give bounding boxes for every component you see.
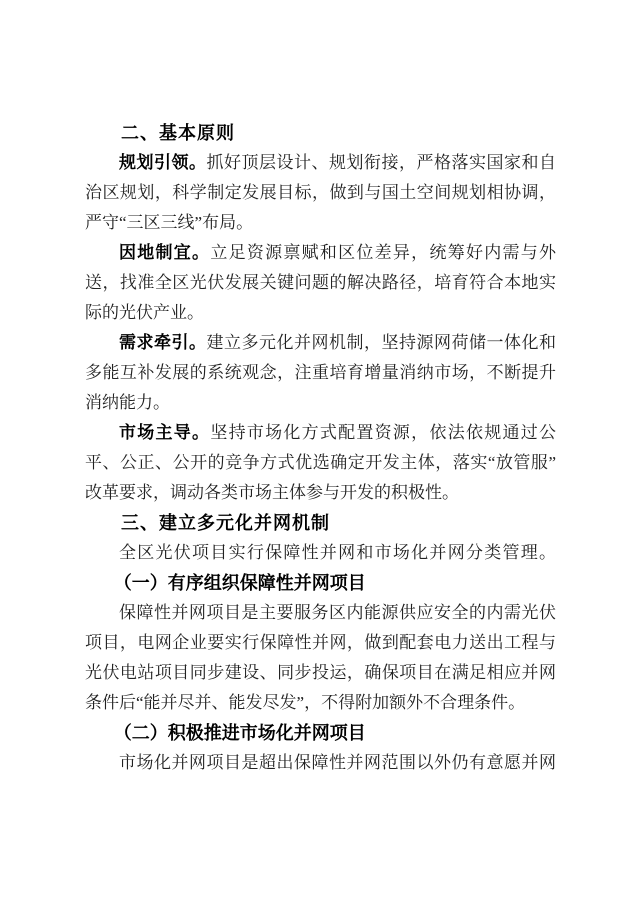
paragraph-lead: 规划引领。 [119,153,207,172]
paragraph-lead: 因地制宜。 [119,243,211,262]
paragraph [85,418,556,508]
paragraph-text: 市场化并网项目是超出保障性并网范围以外仍有意愿并网 [119,753,556,772]
sub-heading: （二）积极推进市场化并网项目 [113,723,366,743]
document-body [85,118,556,778]
sub-heading: （一）有序组织保障性并网项目 [113,573,366,593]
paragraph-text: 坚持市场化方式配置资源，依法依规通过公平、公正、公开的竞争方式优选确定开发主体，落实“放管服”改革要求，调动各类市场主体参与开发的积极性。 [85,423,557,502]
paragraph-text: 立足资源禀赋和区位差异，统筹好内需与外送，找准全区光伏发展关键问题的解决路径，培育符合本地实际的光伏产业。 [85,243,557,322]
paragraph [85,538,556,568]
section-heading: 二、基本原则 [121,123,235,143]
paragraph [85,598,556,718]
paragraph-text: 抓好顶层设计、规划衔接，严格落实国家和自治区规划，科学制定发展目标，做到与国土空间规划相协调，严守“三区三线”布局。 [85,153,556,232]
paragraph-text: 全区光伏项目实行保障性并网和市场化并网分类管理。 [119,543,556,562]
paragraph-lead: 市场主导。 [119,423,211,442]
section-heading: 三、建立多元化并网机制 [121,513,330,533]
paragraph [85,328,556,418]
paragraph [85,148,556,238]
paragraph [85,238,556,328]
paragraph [85,748,556,778]
paragraph-text: 保障性并网项目是主要服务区内能源供应安全的内需光伏项目，电网企业要实行保障性并网，做到配套电力送出工程与光伏电站项目同步建设、同步投运，确保项目在满足相应并网条件后“能并尽并、能发尽发”，不得附加额外不合理条件。 [85,603,556,712]
paragraph-text: 建立多元化并网机制，坚持源网荷储一体化和多能互补发展的系统观念，注重培育增量消纳市场，不断提升消纳能力。 [85,333,556,412]
paragraph-lead: 需求牵引。 [119,333,207,352]
